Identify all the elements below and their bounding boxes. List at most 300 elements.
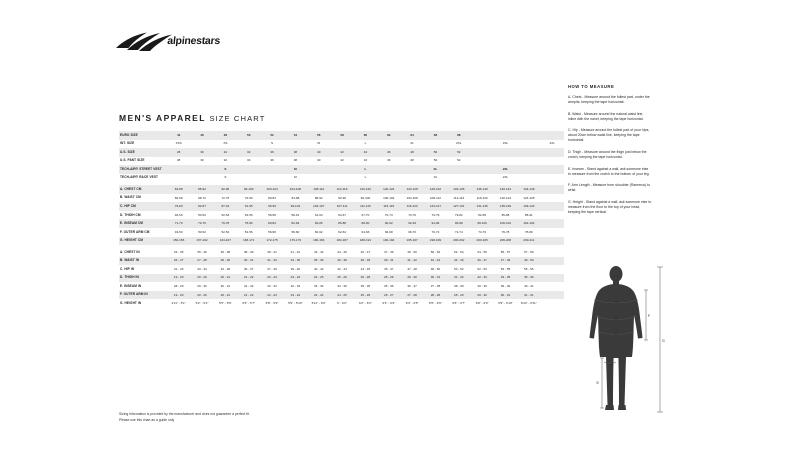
table-cell: 50 [433, 158, 438, 163]
table-cell: 41 - 42 [407, 258, 417, 263]
table-cell: 180-183 [313, 238, 325, 243]
table-cell: 131-135 [476, 204, 488, 209]
table-cell [237, 165, 260, 174]
table-cell [494, 157, 517, 166]
table-cell: 32 [223, 158, 228, 163]
table-cell: S [224, 166, 227, 171]
table-cell: 119-123 [406, 204, 418, 209]
table-cell: 40 [317, 158, 321, 163]
table-cell: 42 - 44 [337, 266, 347, 271]
figure-label-d: D [610, 363, 613, 367]
table-cell: 46 - 47 [360, 249, 371, 254]
table-cell: 85-88 [501, 212, 510, 217]
table-cell: 76-78 [221, 221, 230, 226]
row-label: B. WAIST CM [120, 195, 141, 200]
table-cell: 22 - 23 [267, 275, 277, 280]
table-cell [470, 174, 493, 183]
table-cell: 20 - 20 [197, 292, 207, 297]
table-cell: 116-120 [359, 186, 371, 191]
table-cell: 50-52 [198, 229, 206, 234]
table-row [119, 282, 564, 291]
table-row [119, 131, 564, 140]
table-cell: 6'6" - 6'7" [452, 301, 466, 306]
table-cell: 31 - 32 [243, 283, 254, 288]
table-cell: 35 - 36 [384, 283, 394, 288]
table-cell: 71-73 [174, 221, 183, 226]
table-cell [330, 140, 353, 149]
table-cell: 20 - 20 [197, 275, 207, 280]
table-cell: 90-92 [384, 221, 393, 226]
table-cell: 40 - 41 [524, 283, 534, 288]
table-cell: 176-179 [289, 238, 301, 243]
table-cell: 88-90 [361, 221, 370, 226]
table-cell: 70-72 [431, 229, 440, 234]
table-cell: 82-84 [291, 221, 300, 226]
figure-label-e: E [596, 381, 599, 385]
table-cell: 92-96 [221, 186, 230, 191]
how-to-measure-heading: HOW TO MEASURE [568, 84, 615, 89]
table-cell: 32 - 33 [477, 275, 487, 280]
table-cell: 73-76 [198, 221, 206, 226]
table-cell [541, 219, 565, 228]
table-cell [494, 148, 517, 157]
table-cell: 5'9" - 5'10" [288, 301, 303, 306]
table-cell: 21 - 22 [243, 275, 254, 280]
table-cell [517, 157, 540, 166]
table-cell: 6'8" - 6'9" [475, 301, 489, 306]
table-cell: 5'6" - 5'7" [242, 301, 256, 306]
table-cell: 33 - 35 [290, 258, 301, 263]
table-cell: 30 - 31 [430, 275, 441, 280]
table-cell: 42 [340, 149, 344, 154]
table-cell [330, 174, 353, 183]
table-cell: 3XL [502, 141, 509, 146]
table-cell: 39 - 39 [477, 283, 487, 288]
how-to-measure-item: C. Hip - Measure around the fullest part of your hips, about 20cm below waist line, keeping the tape horizontal. [568, 128, 650, 143]
table-cell: 52 - 53 [477, 266, 487, 271]
table-cell: 76-79 [431, 212, 440, 217]
table-cell: 32 - 33 [290, 283, 301, 288]
table-cell: 135-139 [499, 204, 512, 209]
table-cell: 41 - 42 [290, 249, 301, 254]
how-to-measure-section [568, 84, 652, 222]
row-label: A. CHEST CM [120, 186, 142, 191]
table-cell: 54-56 [244, 229, 253, 234]
table-cell: 108-112 [313, 186, 325, 191]
table-cell: 39 - 40 [290, 266, 301, 271]
table-cell: 38 [293, 149, 298, 154]
table-cell [517, 148, 540, 157]
table-cell: 35 - 35 [360, 283, 371, 288]
figure-label-f: F [648, 314, 651, 318]
table-cell: 107-111 [336, 204, 348, 209]
table-cell: 23 - 24 [290, 292, 301, 297]
table-cell: 84-88 [291, 195, 300, 200]
table-cell: 84-86 [314, 221, 323, 226]
table-cell [541, 174, 565, 183]
table-cell [307, 174, 330, 183]
page-title [119, 113, 265, 123]
table-cell [541, 228, 565, 237]
table-cell: 6'5" - 6'6" [429, 301, 442, 306]
table-cell [400, 174, 423, 183]
table-cell: 64-66 [361, 229, 370, 234]
table-cell: 112-116 [336, 186, 348, 191]
table-cell: 19 - 20 [173, 292, 184, 297]
table-row [119, 291, 564, 300]
table-cell: 5'5" - 5'6" [218, 301, 232, 306]
table-cell: 31 - 33 [267, 258, 277, 263]
table-cell: 38 - 39 [454, 283, 464, 288]
table-row [119, 165, 564, 174]
table-cell: 78-80 [244, 221, 253, 226]
row-label: TECH-AIR® RACE VEST [120, 175, 159, 180]
table-cell: 36 [270, 149, 274, 154]
how-to-measure-item: B. Waist - Measure around the natural waist line, inline with the navel, keeping the tape horizontal. [568, 111, 644, 121]
table-cell: 52 [270, 132, 274, 137]
size-table-container [119, 131, 564, 308]
table-cell [377, 174, 400, 183]
table-cell [237, 174, 260, 183]
table-cell: 123-127 [429, 204, 442, 209]
table-cell: 47 - 48 [407, 266, 417, 271]
table-cell: 79-83 [174, 204, 183, 209]
page-title-main: MEN'S APPAREL [119, 113, 206, 123]
table-cell: 35 - 36 [313, 258, 324, 263]
table-cell: 140-144 [499, 186, 512, 191]
table-row [119, 257, 564, 266]
table-cell [541, 194, 565, 203]
table-cell: 92-96 [338, 195, 346, 200]
table-cell: 91-95 [244, 204, 253, 209]
table-cell: 198-199 [429, 238, 442, 243]
table-cell: 31 - 32 [454, 275, 464, 280]
how-to-measure-item: D. Thigh - Measure around the thigh just below the crotch, keeping the tape horizontal. [568, 149, 647, 159]
table-cell: 49 - 50 [407, 249, 417, 254]
table-cell: 68-70 [408, 229, 416, 234]
table-cell [190, 140, 213, 149]
table-cell: 44 [176, 132, 181, 137]
table-cell: 144-148 [523, 186, 535, 191]
table-cell: 21 - 22 [243, 292, 254, 297]
table-cell: 70-73 [384, 212, 393, 217]
table-cell: 32 [223, 149, 228, 154]
table-cell: 52-54 [221, 229, 230, 234]
table-cell: 40 - 42 [313, 266, 324, 271]
table-cell: 88-91 [524, 212, 533, 217]
table-cell: M [294, 166, 297, 171]
table-cell: 45 - 47 [384, 266, 394, 271]
table-cell: 23 - 24 [290, 275, 301, 280]
table-cell [260, 165, 283, 174]
table-cell: 42 - 44 [313, 249, 324, 254]
table-cell: 79-82 [454, 212, 463, 217]
table-cell: 4XL [549, 141, 555, 146]
table-cell [260, 174, 283, 183]
table-cell [237, 140, 260, 149]
table-cell: 83-87 [198, 204, 206, 209]
table-cell: 82-85 [478, 212, 487, 217]
table-cell [494, 131, 517, 140]
table-cell: 30 - 31 [220, 283, 231, 288]
table-cell: 33 - 34 [313, 283, 324, 288]
table-cell: 46 [200, 132, 204, 137]
table-cell: 20 - 21 [220, 292, 231, 297]
table-cell: 102-104 [523, 221, 535, 226]
table-cell: 66-68 [174, 195, 183, 200]
table-cell: 6'9" - 6'10" [498, 301, 513, 306]
table-cell [470, 131, 493, 140]
table-row [119, 219, 564, 228]
table-cell: 44 - 46 [454, 258, 464, 263]
table-cell: 58-60 [291, 229, 300, 234]
table-cell [190, 174, 213, 183]
table-row [119, 194, 564, 203]
table-cell: 38 [293, 158, 298, 163]
table-cell: 209-211 [523, 238, 535, 243]
table-cell: 50 [433, 149, 438, 154]
table-cell: 68-72 [198, 195, 206, 200]
table-cell [377, 140, 400, 149]
table-cell: 99-103 [290, 204, 301, 209]
table-cell: 54-56 [244, 212, 253, 217]
table-cell: 96-100 [360, 195, 371, 200]
table-cell: 76-78 [501, 229, 510, 234]
table-cell: 64-67 [338, 212, 346, 217]
table-row [119, 157, 564, 166]
table-cell: 80-82 [268, 221, 276, 226]
table-cell: 66-68 [384, 229, 393, 234]
row-label: EURO SIZE [120, 132, 138, 137]
table-cell: 44 [363, 149, 368, 154]
table-cell: 60-62 [314, 229, 323, 234]
table-cell: 50-52 [198, 212, 206, 217]
table-cell: XL [410, 141, 414, 146]
footer-line-1: Sizing information is provided by the manufacturer and does not guarantee a perfect fit. [119, 412, 250, 416]
table-cell: 28 - 29 [384, 275, 394, 280]
table-cell [377, 165, 400, 174]
table-cell: 67-70 [361, 212, 370, 217]
table-cell: 120-124 [383, 186, 395, 191]
table-cell: 168-171 [243, 238, 255, 243]
table-cell: 42 - 44 [430, 258, 441, 263]
table-cell: 56 [317, 132, 321, 137]
table-row [119, 174, 564, 183]
table-row [119, 299, 564, 308]
table-cell: L [364, 166, 367, 171]
table-cell [541, 148, 565, 157]
table-cell: 44 - 45 [360, 266, 371, 271]
table-cell: 48 [410, 158, 414, 163]
table-cell: 47 - 49 [500, 258, 511, 263]
table-row [119, 211, 564, 220]
row-label: D. THIGH CM [120, 212, 141, 217]
table-cell: 35 - 36 [524, 275, 534, 280]
table-cell: 139-143 [523, 204, 535, 209]
table-cell: 88-92 [314, 195, 323, 200]
table-cell [541, 202, 565, 211]
table-cell: 46 [387, 149, 391, 154]
table-cell: 157-162 [196, 238, 208, 243]
table-cell: 111-115 [360, 204, 371, 209]
footer-note [119, 412, 419, 424]
table-cell: 100-104 [266, 186, 278, 191]
table-cell: 6'10" - 6'11" [520, 301, 537, 306]
figure-label-c: C [615, 332, 618, 336]
table-cell: 54 - 55 [477, 249, 487, 254]
table-cell: 38 - 39 [360, 258, 371, 263]
table-cell [541, 248, 565, 257]
table-cell: 94-96 [431, 221, 440, 226]
table-cell: 28 - 29 [454, 292, 464, 297]
table-cell: 33 - 35 [173, 249, 184, 254]
table-cell: M [317, 141, 320, 146]
table-cell: 49-50 [174, 229, 183, 234]
table-cell: 61-64 [314, 212, 323, 217]
row-label: U.S. PANT SIZE [120, 158, 145, 163]
table-cell: XL [433, 166, 438, 171]
table-cell: 100-102 [499, 221, 512, 226]
table-cell: 36 - 38 [220, 249, 231, 254]
table-cell: 44 - 46 [337, 249, 347, 254]
table-cell [424, 140, 447, 149]
table-cell: 50 [247, 132, 251, 137]
table-cell: 192-194 [383, 238, 395, 243]
table-cell: 4'11" - 5'1" [171, 301, 186, 306]
row-label: F. OUTER ARM IN [120, 292, 148, 297]
table-cell: 24 - 24 [313, 292, 324, 297]
table-cell [284, 140, 307, 149]
figure-label-g: G [662, 339, 665, 343]
table-cell: 92-94 [408, 221, 416, 226]
table-cell: 184-187 [336, 238, 348, 243]
table-cell: 96-98 [454, 221, 463, 226]
table-cell: 58 [340, 132, 344, 137]
row-label: C. HIP IN [120, 266, 135, 271]
table-cell: 2XL [456, 141, 462, 146]
table-cell: 6'3" - 6'4" [382, 301, 396, 306]
table-cell: 5'2" - 5'4" [195, 301, 209, 306]
table-cell: L [364, 175, 367, 180]
table-cell: 30 [200, 158, 204, 163]
table-cell: 31 - 31 [524, 292, 534, 297]
table-cell: 52 [457, 158, 461, 163]
table-cell: 132-136 [453, 186, 465, 191]
row-label: F. OUTER ARM CM [120, 229, 150, 234]
table-cell: 34 [247, 149, 251, 154]
row-label: G. HEIGHT CM [120, 238, 144, 243]
table-row [119, 148, 564, 157]
table-cell: 26 - 27 [384, 292, 394, 297]
figure-label-a: A [615, 300, 618, 304]
table-cell: 2XL [502, 175, 509, 180]
table-cell [541, 237, 565, 246]
table-cell: 33 - 35 [500, 275, 511, 280]
table-cell: 103-107 [313, 204, 325, 209]
table-cell: 203-205 [476, 238, 488, 243]
table-cell: 22 - 23 [267, 292, 277, 297]
table-cell [541, 157, 565, 166]
table-cell: S [224, 175, 227, 180]
table-cell: 34 - 36 [220, 266, 231, 271]
table-cell: 48-50 [174, 212, 183, 217]
table-row [119, 265, 564, 274]
table-cell: 84-88 [174, 186, 183, 191]
table-cell: 50 - 52 [454, 266, 464, 271]
table-cell: 26 - 28 [360, 275, 371, 280]
table-cell: 6'2" - 6'3" [359, 301, 372, 306]
table-cell: 72-76 [221, 195, 230, 200]
table-cell: 39 - 41 [384, 258, 394, 263]
size-table [119, 131, 564, 308]
table-cell: 39 - 40 [500, 283, 511, 288]
table-cell: 72-74 [454, 229, 463, 234]
table-cell [541, 185, 565, 194]
table-cell: 206-208 [499, 238, 512, 243]
table-cell: 104-108 [289, 186, 301, 191]
table-cell: 27 - 28 [197, 258, 207, 263]
table-cell: 36 - 38 [337, 258, 347, 263]
svg-text:alpinestars: alpinestars [166, 35, 221, 47]
row-label: A. CHEST IN [120, 249, 140, 254]
table-cell: 116-120 [476, 195, 488, 200]
table-cell: 28 [176, 158, 181, 163]
table-cell: 108-112 [429, 195, 441, 200]
table-cell: 76-80 [244, 195, 253, 200]
table-cell: 47 - 49 [384, 249, 394, 254]
table-cell: 58-61 [291, 212, 300, 217]
table-cell: 104-108 [406, 195, 418, 200]
table-cell: 36 - 37 [243, 266, 254, 271]
row-label: E. INSEAM CM [120, 221, 144, 226]
table-cell: 29 - 30 [197, 283, 207, 288]
table-cell: 48 [410, 149, 414, 154]
table-cell: M [294, 175, 297, 180]
how-to-measure-item: A. Chest - Measure around the fullest part, under the armpits, keeping the tape horizontal. [568, 95, 650, 105]
row-label: C. HIP CM [120, 203, 136, 208]
table-cell: 86-88 [338, 221, 346, 226]
table-cell: 53 - 55 [500, 266, 511, 271]
row-label: E. INSEAM IN [120, 283, 142, 288]
table-cell: 5'8" - 5'9" [265, 301, 279, 306]
table-cell: 30 - 31 [243, 258, 254, 263]
table-cell: 87-91 [221, 204, 230, 209]
table-cell: 78-80 [524, 229, 533, 234]
table-cell: 112-116 [453, 195, 465, 200]
table-row [119, 202, 564, 211]
table-cell [470, 148, 493, 157]
table-cell: 34 - 35 [337, 283, 347, 288]
table-cell: 33 - 34 [197, 266, 207, 271]
table-cell: 31 - 33 [173, 266, 184, 271]
table-cell: 56-58 [268, 229, 276, 234]
table-cell: 35 - 36 [197, 249, 207, 254]
table-cell: 29 - 30 [477, 292, 487, 297]
table-cell: 26 - 27 [173, 258, 184, 263]
table-cell: 96-100 [243, 186, 254, 191]
table-cell: 120-124 [499, 195, 512, 200]
table-cell [447, 165, 470, 174]
how-to-measure-item: E. Inseam - Stand against a wall, ask someone else to measure from the crotch to the bottom of your leg. [568, 166, 650, 176]
table-cell: 188-191 [359, 238, 372, 243]
table-cell: 29 - 30 [407, 275, 417, 280]
table-cell: 55 - 56 [524, 266, 534, 271]
how-to-measure-item: G. Height - Stand against a wall, ask someone else to measure from the floor to the top of your head, keeping the tape vertical. [568, 199, 652, 214]
table-cell [541, 165, 565, 174]
table-cell: 37 - 38 [430, 283, 441, 288]
table-row [119, 228, 564, 237]
table-cell: 27 - 28 [407, 292, 417, 297]
